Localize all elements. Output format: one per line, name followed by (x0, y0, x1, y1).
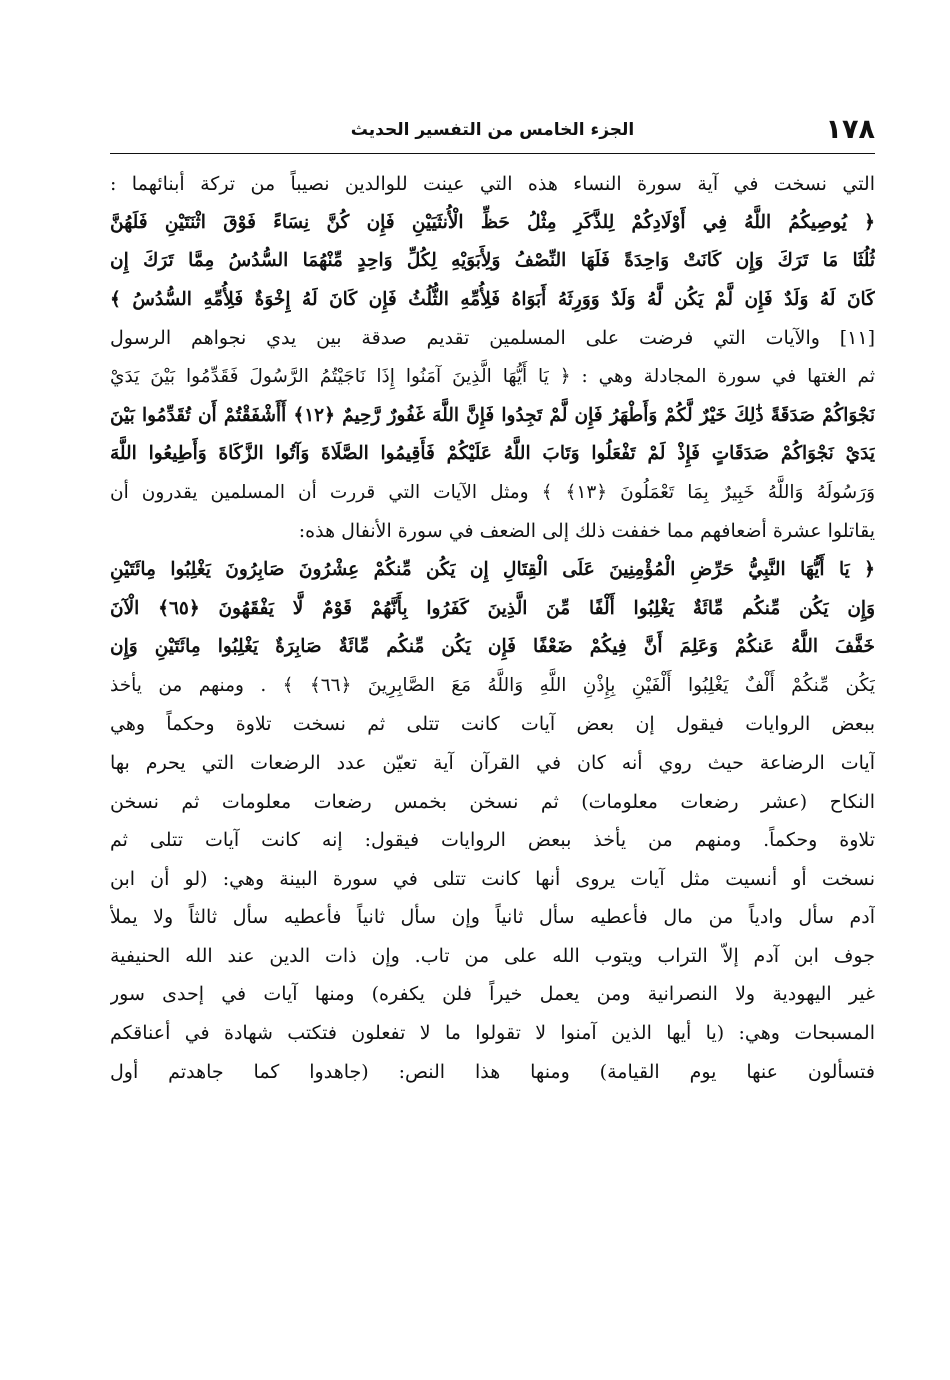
text-line: النكاح (عشر رضعات معلومات) ثم نسخن بخمس رضعات معلومات ثم نسخن (110, 790, 875, 813)
body-text (110, 165, 875, 1380)
quran-verse-line: خَفَّفَ اللَّهُ عَنكُمْ وَعَلِمَ أَنَّ فِيكُمْ ضَعْفًا فَإِن يَكُن مِّنكُم مِّائَةٌ صَابِرَةٌ يَغْلِبُوا مِائَتَيْنِ وَإِن (110, 636, 875, 658)
text-line: فتسألون عنها يوم القيامة) ومنها هذا النص: (جاهدوا كما جاهدتم أول (110, 1060, 875, 1083)
quran-verse-line: ﴿ يُوصِيكُمُ اللَّهُ فِي أَوْلَادِكُمْ لِلذَّكَرِ مِثْلُ حَظِّ الْأُنثَيَيْنِ فَإِن كُنَّ نِسَاءً فَوْقَ اثْنَتَيْنِ فَلَهُنَّ (110, 211, 875, 233)
text-line: المسبحات وهي: (يا أيها الذين آمنوا لا تقولوا ما لا تفعلون فتكتب شهادة في أعناقكم (110, 1022, 875, 1045)
quran-verse-line: كَانَ لَهُ وَلَدٌ فَإِن لَّمْ يَكُن لَّهُ وَلَدٌ وَوَرِثَهُ أَبَوَاهُ فَلِأُمِّهِ الثُّلُثُ فَإِن كَانَ لَهُ إِخْوَةٌ فَلِأُمِّهِ السُّدُسُ ﴾ (110, 288, 875, 310)
text-line: جوف ابن آدم إلاّ التراب ويتوب الله على من تاب. وإن ذات الدين عند الله الحنيفية (110, 944, 875, 967)
text-line: وَرَسُولَهُ وَاللَّهُ خَبِيرٌ بِمَا تَعْمَلُونَ ﴿١٣﴾ ﴾ ومثل الآيات التي قررت أن المسلمين يقدرون أن (110, 481, 875, 503)
text-line: آيات الرضاعة حيث روي أنه كان في القرآن آية تعيّن عدد الرضعات التي يحرم بها (110, 751, 875, 774)
page-header (110, 116, 875, 148)
text-line: آدم سأل وادياً من مال فأعطيه سأل ثانياً وإن سأل ثانياً فأعطيه سأل ثالثاً ولا يملأ (110, 906, 875, 929)
text-line: [١١] والآيات التي فرضت على المسلمين تقديم صدقة بين يدي نجواهم الرسول (110, 327, 875, 350)
quran-verse-line: وَإِن يَكُن مِّنكُم مِّائَةٌ يَغْلِبُوا أَلْفًا مِّنَ الَّذِينَ كَفَرُوا بِأَنَّهُمْ قَوْمٌ لَّا يَفْقَهُونَ ﴿٦٥﴾ الْآنَ (110, 597, 875, 619)
text-line: يَكُن مِّنكُمْ أَلْفٌ يَغْلِبُوا أَلْفَيْنِ بِإِذْنِ اللَّهِ وَاللَّهُ مَعَ الصَّابِرِينَ ﴿٦٦﴾ ﴾ . ومنهم من يأخذ (110, 674, 875, 696)
text-line: تلاوة وحكماً. ومنهم من يأخذ ببعض الروايات فيقول: إنه كانت آيات تتلى ثم (110, 829, 875, 852)
page-number: ١٧٨ (825, 114, 875, 145)
quran-verse-line: ﴿ يَا أَيُّهَا النَّبِيُّ حَرِّضِ الْمُؤْمِنِينَ عَلَى الْقِتَالِ إِن يَكُن مِّنكُمْ عِشْرُونَ صَابِرُونَ يَغْلِبُوا مِائَتَيْنِ (110, 558, 875, 580)
quran-verse-line: نَجْوَاكُمْ صَدَقَةً ذَٰلِكَ خَيْرٌ لَّكُمْ وَأَطْهَرُ فَإِن لَّمْ تَجِدُوا فَإِنَّ اللَّهَ غَفُورٌ رَّحِيمٌ ﴿١٢﴾ أَأَشْفَقْتُمْ أَن تُقَدِّمُوا بَيْنَ (110, 404, 875, 426)
text-line: ببعض الروايات فيقول إن بعض آيات كانت تتلى ثم نسخت تلاوة وحكماً وهي (110, 713, 875, 736)
header-rule (110, 153, 875, 154)
text-line: التي نسخت في آية سورة النساء هذه التي عينت للوالدين نصيباً من تركة أبنائهما : (110, 173, 875, 195)
text-line: نسخت أو أنسيت مثل آيات يروى أنها كانت تتلى في سورة البينة وهي: (لو أن ابن (110, 867, 875, 890)
quran-verse-line: يَدَيْ نَجْوَاكُمْ صَدَقَاتٍ فَإِذْ لَمْ تَفْعَلُوا وَتَابَ اللَّهُ عَلَيْكُمْ فَأَقِيمُوا الصَّلَاةَ وَآتُوا الزَّكَاةَ وَأَطِيعُوا اللَّهَ (110, 443, 875, 465)
text-line: يقاتلوا عشرة أضعافهم مما خففت ذلك إلى الضعف في سورة الأنفال هذه: (298, 520, 875, 543)
text-line: ثم الغتها في سورة المجادلة وهي : ﴿ يَا أَيُّهَا الَّذِينَ آمَنُوا إِذَا نَاجَيْتُمُ الرَّسُولَ فَقَدِّمُوا بَيْنَ يَدَيْ (110, 365, 875, 387)
text-line: غير اليهودية ولا النصرانية ومن يعمل خيراً فلن يكفره) ومنها آيات في إحدى سور (110, 983, 875, 1006)
quran-verse-line: ثُلُثَا مَا تَرَكَ وَإِن كَانَتْ وَاحِدَةً فَلَهَا النِّصْفُ وَلِأَبَوَيْهِ لِكُلِّ وَاحِدٍ مِّنْهُمَا السُّدُسُ مِمَّا تَرَكَ إِن (110, 250, 875, 272)
running-title: الجزء الخامس من التفسير الحديث (350, 120, 635, 140)
